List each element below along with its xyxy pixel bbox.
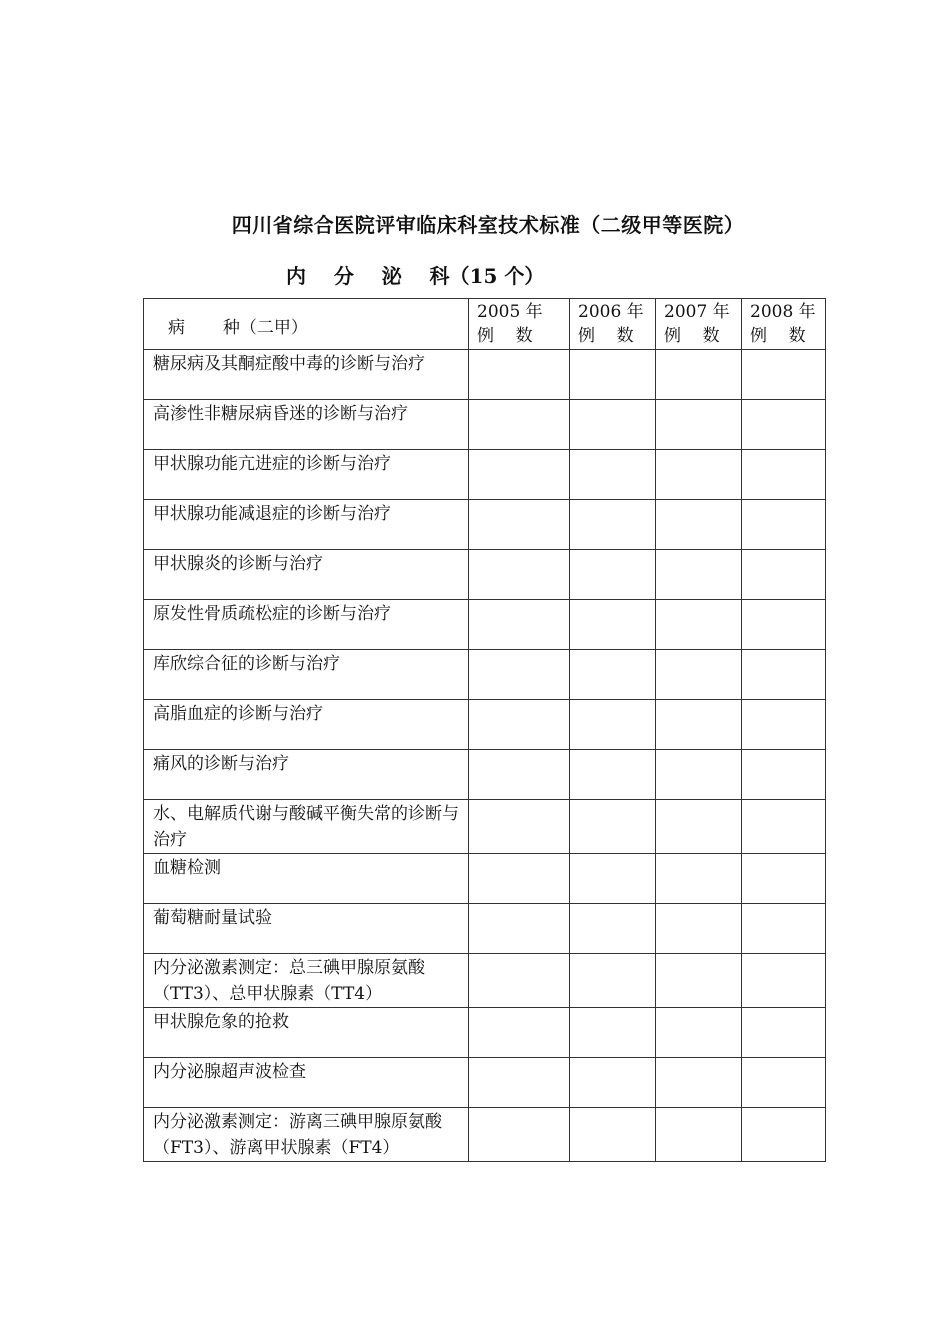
- case-count-label: 例 数: [664, 326, 720, 346]
- case-count-cell[interactable]: [742, 904, 826, 954]
- case-count-cell[interactable]: [742, 800, 826, 854]
- case-count-cell[interactable]: [656, 600, 742, 650]
- case-count-cell[interactable]: [469, 1058, 570, 1108]
- case-count-cell[interactable]: [656, 650, 742, 700]
- case-count-cell[interactable]: [469, 1108, 570, 1162]
- disease-name: 内分泌激素测定：游离三碘甲腺原氨酸（FT3）、游离甲状腺素（FT4）: [153, 1112, 442, 1158]
- case-count-cell[interactable]: [469, 700, 570, 750]
- case-count-cell[interactable]: [742, 600, 826, 650]
- case-count-cell[interactable]: [742, 1008, 826, 1058]
- table-row: [144, 400, 826, 450]
- case-count-cell[interactable]: [469, 1008, 570, 1058]
- disease-cell: [144, 750, 469, 800]
- case-count-cell[interactable]: [742, 650, 826, 700]
- disease-name: 甲状腺危象的抢救: [153, 1012, 289, 1032]
- case-count-cell[interactable]: [469, 350, 570, 400]
- case-count-cell[interactable]: [570, 854, 656, 904]
- year-column-header: [570, 299, 656, 350]
- disease-cell: [144, 800, 469, 854]
- case-count-cell[interactable]: [656, 400, 742, 450]
- disease-statistics-table: [143, 298, 826, 1162]
- disease-cell: [144, 650, 469, 700]
- year-column-header: [469, 299, 570, 350]
- case-count-cell[interactable]: [656, 1008, 742, 1058]
- case-count-cell[interactable]: [469, 954, 570, 1008]
- table-row: [144, 1108, 826, 1162]
- disease-name: 库欣综合征的诊断与治疗: [153, 654, 340, 674]
- disease-cell: [144, 1008, 469, 1058]
- year-label: 2005 年: [477, 302, 543, 322]
- disease-cell: [144, 1058, 469, 1108]
- case-count-cell[interactable]: [656, 854, 742, 904]
- disease-name: 糖尿病及其酮症酸中毒的诊断与治疗: [153, 354, 425, 374]
- case-count-cell[interactable]: [469, 550, 570, 600]
- case-count-cell[interactable]: [570, 700, 656, 750]
- case-count-cell[interactable]: [469, 600, 570, 650]
- disease-name: 水、电解质代谢与酸碱平衡失常的诊断与治疗: [153, 804, 459, 850]
- case-count-cell[interactable]: [742, 1108, 826, 1162]
- case-count-cell[interactable]: [570, 1058, 656, 1108]
- case-count-cell[interactable]: [570, 1108, 656, 1162]
- case-count-cell[interactable]: [742, 350, 826, 400]
- disease-cell: [144, 400, 469, 450]
- case-count-cell[interactable]: [742, 1058, 826, 1108]
- disease-cell: [144, 904, 469, 954]
- disease-name: 内分泌激素测定：总三碘甲腺原氨酸（TT3）、总甲状腺素（TT4）: [153, 958, 425, 1004]
- case-count-label: 例 数: [750, 326, 806, 346]
- table-row: [144, 700, 826, 750]
- case-count-cell[interactable]: [570, 350, 656, 400]
- table-row: [144, 854, 826, 904]
- case-count-cell[interactable]: [570, 450, 656, 500]
- case-count-cell[interactable]: [570, 1008, 656, 1058]
- disease-cell: [144, 854, 469, 904]
- case-count-cell[interactable]: [656, 700, 742, 750]
- case-count-cell[interactable]: [469, 800, 570, 854]
- disease-name: 血糖检测: [153, 858, 221, 878]
- case-count-cell[interactable]: [656, 450, 742, 500]
- case-count-cell[interactable]: [742, 400, 826, 450]
- table-row: [144, 1008, 826, 1058]
- year-label: 2008 年: [750, 302, 816, 322]
- disease-cell: [144, 1108, 469, 1162]
- case-count-cell[interactable]: [742, 750, 826, 800]
- table-row: [144, 800, 826, 854]
- case-count-cell[interactable]: [656, 500, 742, 550]
- disease-name: 甲状腺功能亢进症的诊断与治疗: [153, 454, 391, 474]
- case-count-cell[interactable]: [570, 650, 656, 700]
- case-count-cell[interactable]: [469, 450, 570, 500]
- disease-cell: [144, 350, 469, 400]
- table-row: [144, 904, 826, 954]
- disease-cell: [144, 700, 469, 750]
- disease-name: 内分泌腺超声波检查: [153, 1062, 306, 1082]
- case-count-label: 例 数: [477, 326, 533, 346]
- table-header-row: [144, 299, 826, 350]
- case-count-cell[interactable]: [656, 750, 742, 800]
- disease-cell: [144, 954, 469, 1008]
- year-label: 2007 年: [664, 302, 730, 322]
- table-row: [144, 450, 826, 500]
- case-count-cell[interactable]: [469, 750, 570, 800]
- disease-column-header: [144, 299, 469, 350]
- year-column-header: [656, 299, 742, 350]
- case-count-cell[interactable]: [656, 550, 742, 600]
- table-row: [144, 650, 826, 700]
- case-count-cell[interactable]: [469, 500, 570, 550]
- table-row: [144, 750, 826, 800]
- case-count-cell[interactable]: [570, 800, 656, 854]
- case-count-cell[interactable]: [742, 550, 826, 600]
- case-count-cell[interactable]: [570, 954, 656, 1008]
- case-count-cell[interactable]: [656, 1108, 742, 1162]
- table-row: [144, 954, 826, 1008]
- case-count-cell[interactable]: [570, 400, 656, 450]
- table-row: [144, 600, 826, 650]
- case-count-cell[interactable]: [656, 1058, 742, 1108]
- disease-name: 高脂血症的诊断与治疗: [153, 704, 323, 724]
- case-count-cell[interactable]: [570, 750, 656, 800]
- case-count-cell[interactable]: [570, 550, 656, 600]
- case-count-cell[interactable]: [742, 854, 826, 904]
- case-count-cell[interactable]: [742, 500, 826, 550]
- disease-cell: [144, 450, 469, 500]
- case-count-cell[interactable]: [570, 600, 656, 650]
- table-row: [144, 500, 826, 550]
- case-count-cell[interactable]: [469, 650, 570, 700]
- case-count-cell[interactable]: [742, 954, 826, 1008]
- table-row: [144, 1058, 826, 1108]
- case-count-cell[interactable]: [742, 700, 826, 750]
- disease-cell: [144, 600, 469, 650]
- disease-column-header-text: 病 种（二甲）: [168, 318, 308, 338]
- case-count-cell[interactable]: [570, 500, 656, 550]
- table-row: [144, 550, 826, 600]
- case-count-cell[interactable]: [656, 800, 742, 854]
- disease-name: 高渗性非糖尿病昏迷的诊断与治疗: [153, 404, 408, 424]
- case-count-label: 例 数: [578, 326, 634, 346]
- disease-name: 葡萄糖耐量试验: [153, 908, 272, 928]
- case-count-cell[interactable]: [469, 904, 570, 954]
- department-subtitle: 内 分 泌 科（15 个）: [286, 264, 545, 288]
- case-count-cell[interactable]: [656, 954, 742, 1008]
- case-count-cell[interactable]: [570, 904, 656, 954]
- disease-cell: [144, 500, 469, 550]
- case-count-cell[interactable]: [656, 350, 742, 400]
- year-label: 2006 年: [578, 302, 644, 322]
- year-column-header: [742, 299, 826, 350]
- disease-name: 甲状腺炎的诊断与治疗: [153, 554, 323, 574]
- disease-name: 原发性骨质疏松症的诊断与治疗: [153, 604, 391, 624]
- case-count-cell[interactable]: [742, 450, 826, 500]
- document-title: 四川省综合医院评审临床科室技术标准（二级甲等医院）: [231, 213, 745, 237]
- case-count-cell[interactable]: [656, 904, 742, 954]
- disease-cell: [144, 550, 469, 600]
- case-count-cell[interactable]: [469, 854, 570, 904]
- case-count-cell[interactable]: [469, 400, 570, 450]
- disease-name: 甲状腺功能减退症的诊断与治疗: [153, 504, 391, 524]
- disease-name: 痛风的诊断与治疗: [153, 754, 289, 774]
- table-row: [144, 350, 826, 400]
